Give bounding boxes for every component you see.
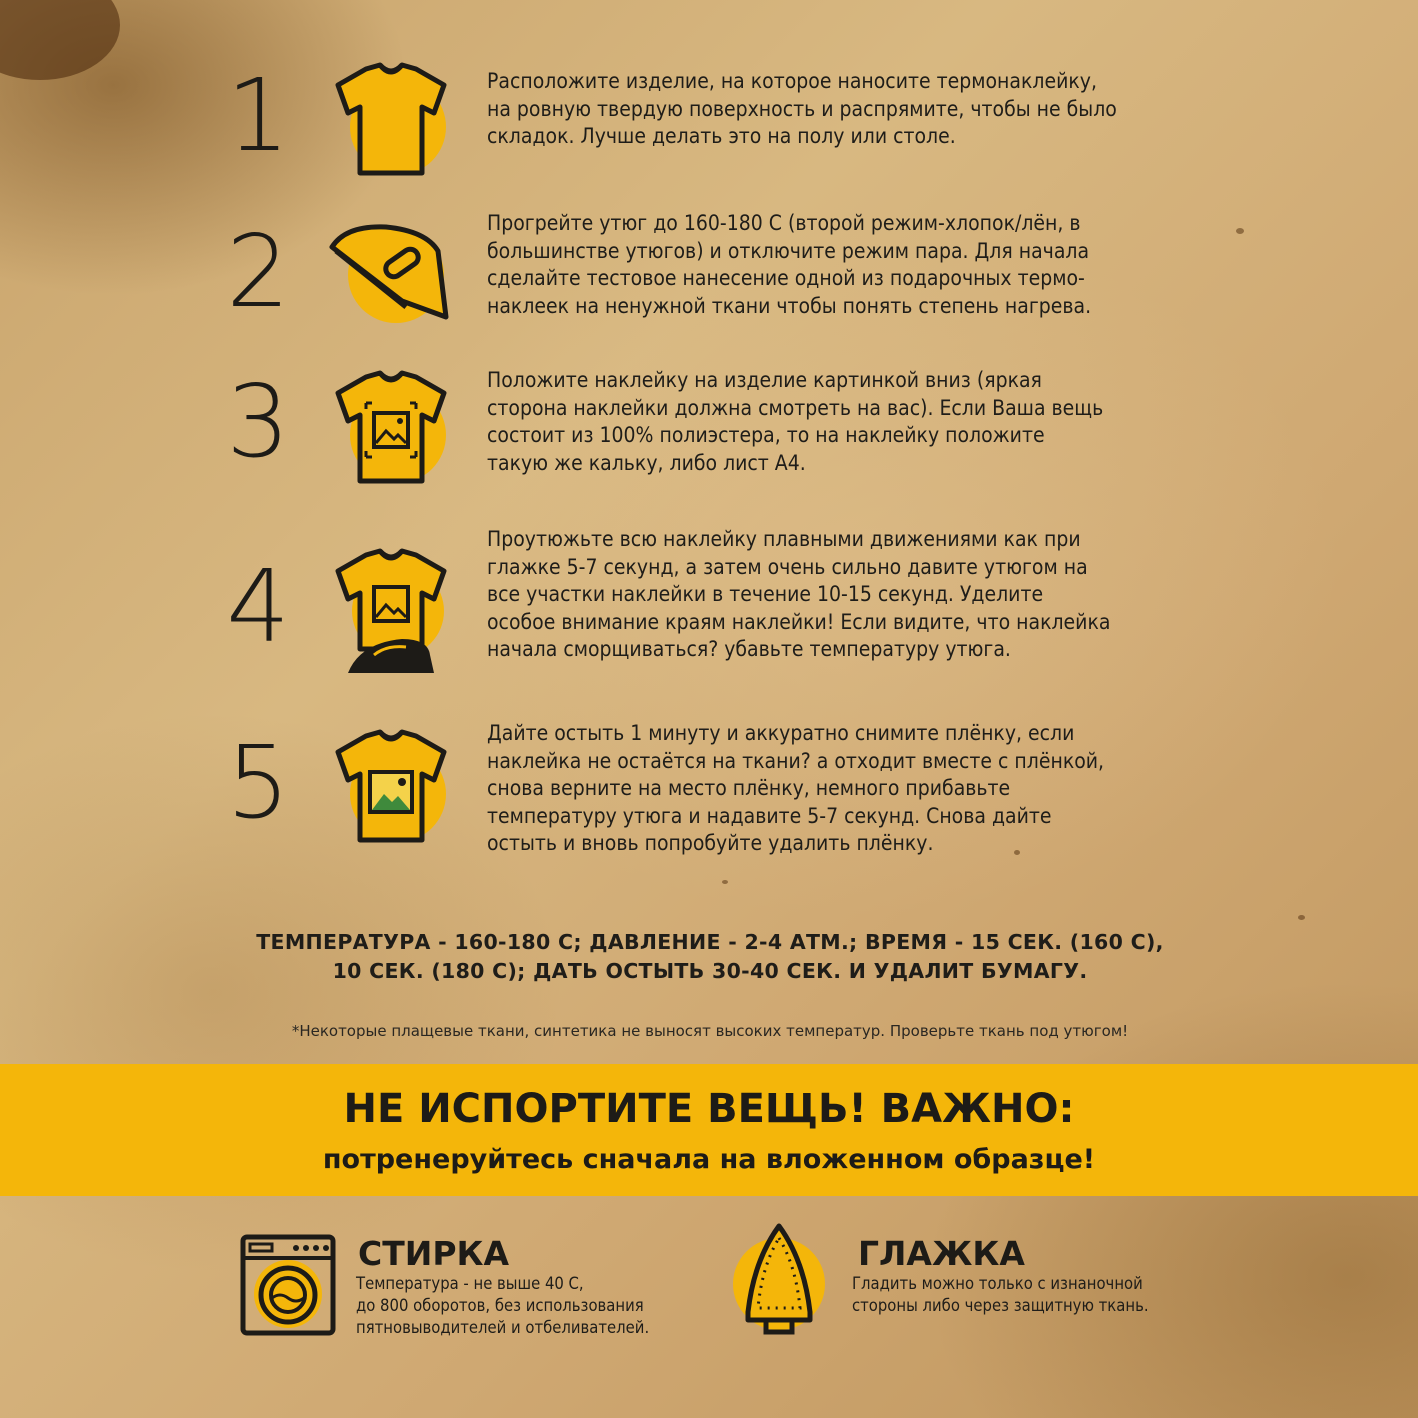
step-text: Расположите изделие, на которое наносите термонаклейку, на ровную твердую поверхность и распрямите, чтобы не было складок. Лучше делать это на полу или столе. bbox=[487, 69, 1117, 148]
tshirt-picture-applied-icon bbox=[326, 722, 456, 852]
paper-stain bbox=[1236, 228, 1244, 234]
step-number: 4 bbox=[226, 548, 290, 665]
step-text: Прогрейте утюг до 160-180 С (второй режим-хлопок/лён, в большинстве утюгов) и отключите режим пара. Для начала сделайте тестовое нанесение одной из подарочных термо- наклеек на ненужной ткани чтобы понять степень нагрева. bbox=[487, 211, 1092, 318]
footnote: *Некоторые плащевые ткани, синтетика не выносят высоких температур. Проверьте ткань под утюгом! bbox=[291, 1022, 1129, 1040]
step-number: 3 bbox=[226, 363, 290, 480]
banner-subtitle: потренеруйтесь сначала на вложенном образце! bbox=[322, 1144, 1096, 1175]
banner-title: НЕ ИСПОРТИТЕ ВЕЩЬ! ВАЖНО: bbox=[343, 1086, 1075, 1132]
tshirt-picture-icon bbox=[326, 363, 456, 493]
iron-soleplate-icon bbox=[728, 1220, 830, 1340]
washing-title: СТИРКА bbox=[358, 1234, 510, 1273]
step-text: Положите наклейку на изделие картинкой вниз (яркая сторона наклейки должна смотреть на вас). Если Ваша вещь состоит из 100% полиэстера, то на наклейку положите такую же кальку, либо лист А4. bbox=[487, 368, 1104, 475]
ironing-title: ГЛАЖКА bbox=[858, 1234, 1025, 1273]
step-number: 5 bbox=[226, 724, 290, 841]
application-parameters: ТЕМПЕРАТУРА - 160-180 С; ДАВЛЕНИЕ - 2-4 АТМ.; ВРЕМЯ - 15 СЕК. (160 С), 10 СЕК. (180 С); ДАТЬ ОСТЫТЬ 30-40 СЕК. И УДАЛИТ БУМАГУ. bbox=[256, 930, 1164, 983]
tshirt-icon bbox=[326, 55, 456, 185]
step-text: Проутюжьте всю наклейку плавными движениями как при глажке 5-7 секунд, а затем очень сильно давите утюгом на все участки наклейки в течение 10-15 секунд. Уделите особое внимание краям наклейки! Если видите, что наклейка начала сморщиваться? убавьте температуру утюга. bbox=[487, 527, 1111, 661]
step-number: 1 bbox=[226, 57, 290, 174]
tshirt-picture-iron-icon bbox=[326, 545, 456, 675]
ironing-text: Гладить можно только с изнаночной стороны либо через защитную ткань. bbox=[852, 1274, 1149, 1315]
iron-icon bbox=[326, 205, 456, 335]
paper-stain bbox=[0, 0, 120, 80]
step-number: 2 bbox=[226, 213, 290, 330]
paper-stain bbox=[1298, 915, 1305, 920]
washing-machine-icon bbox=[238, 1232, 338, 1338]
paper-stain bbox=[722, 880, 728, 884]
washing-text: Температура - не выше 40 С, до 800 оборотов, без использования пятновыводителей и отбеливателей. bbox=[356, 1274, 650, 1337]
step-text: Дайте остыть 1 минуту и аккуратно снимите плёнку, если наклейка не остаётся на ткани? а отходит вместе с плёнкой, снова верните на место плёнку, немного прибавьте температуру утюга и надавите 5-7 секунд. Снова дайте остыть и вновь попробуйте удалить плёнку. bbox=[487, 721, 1105, 855]
